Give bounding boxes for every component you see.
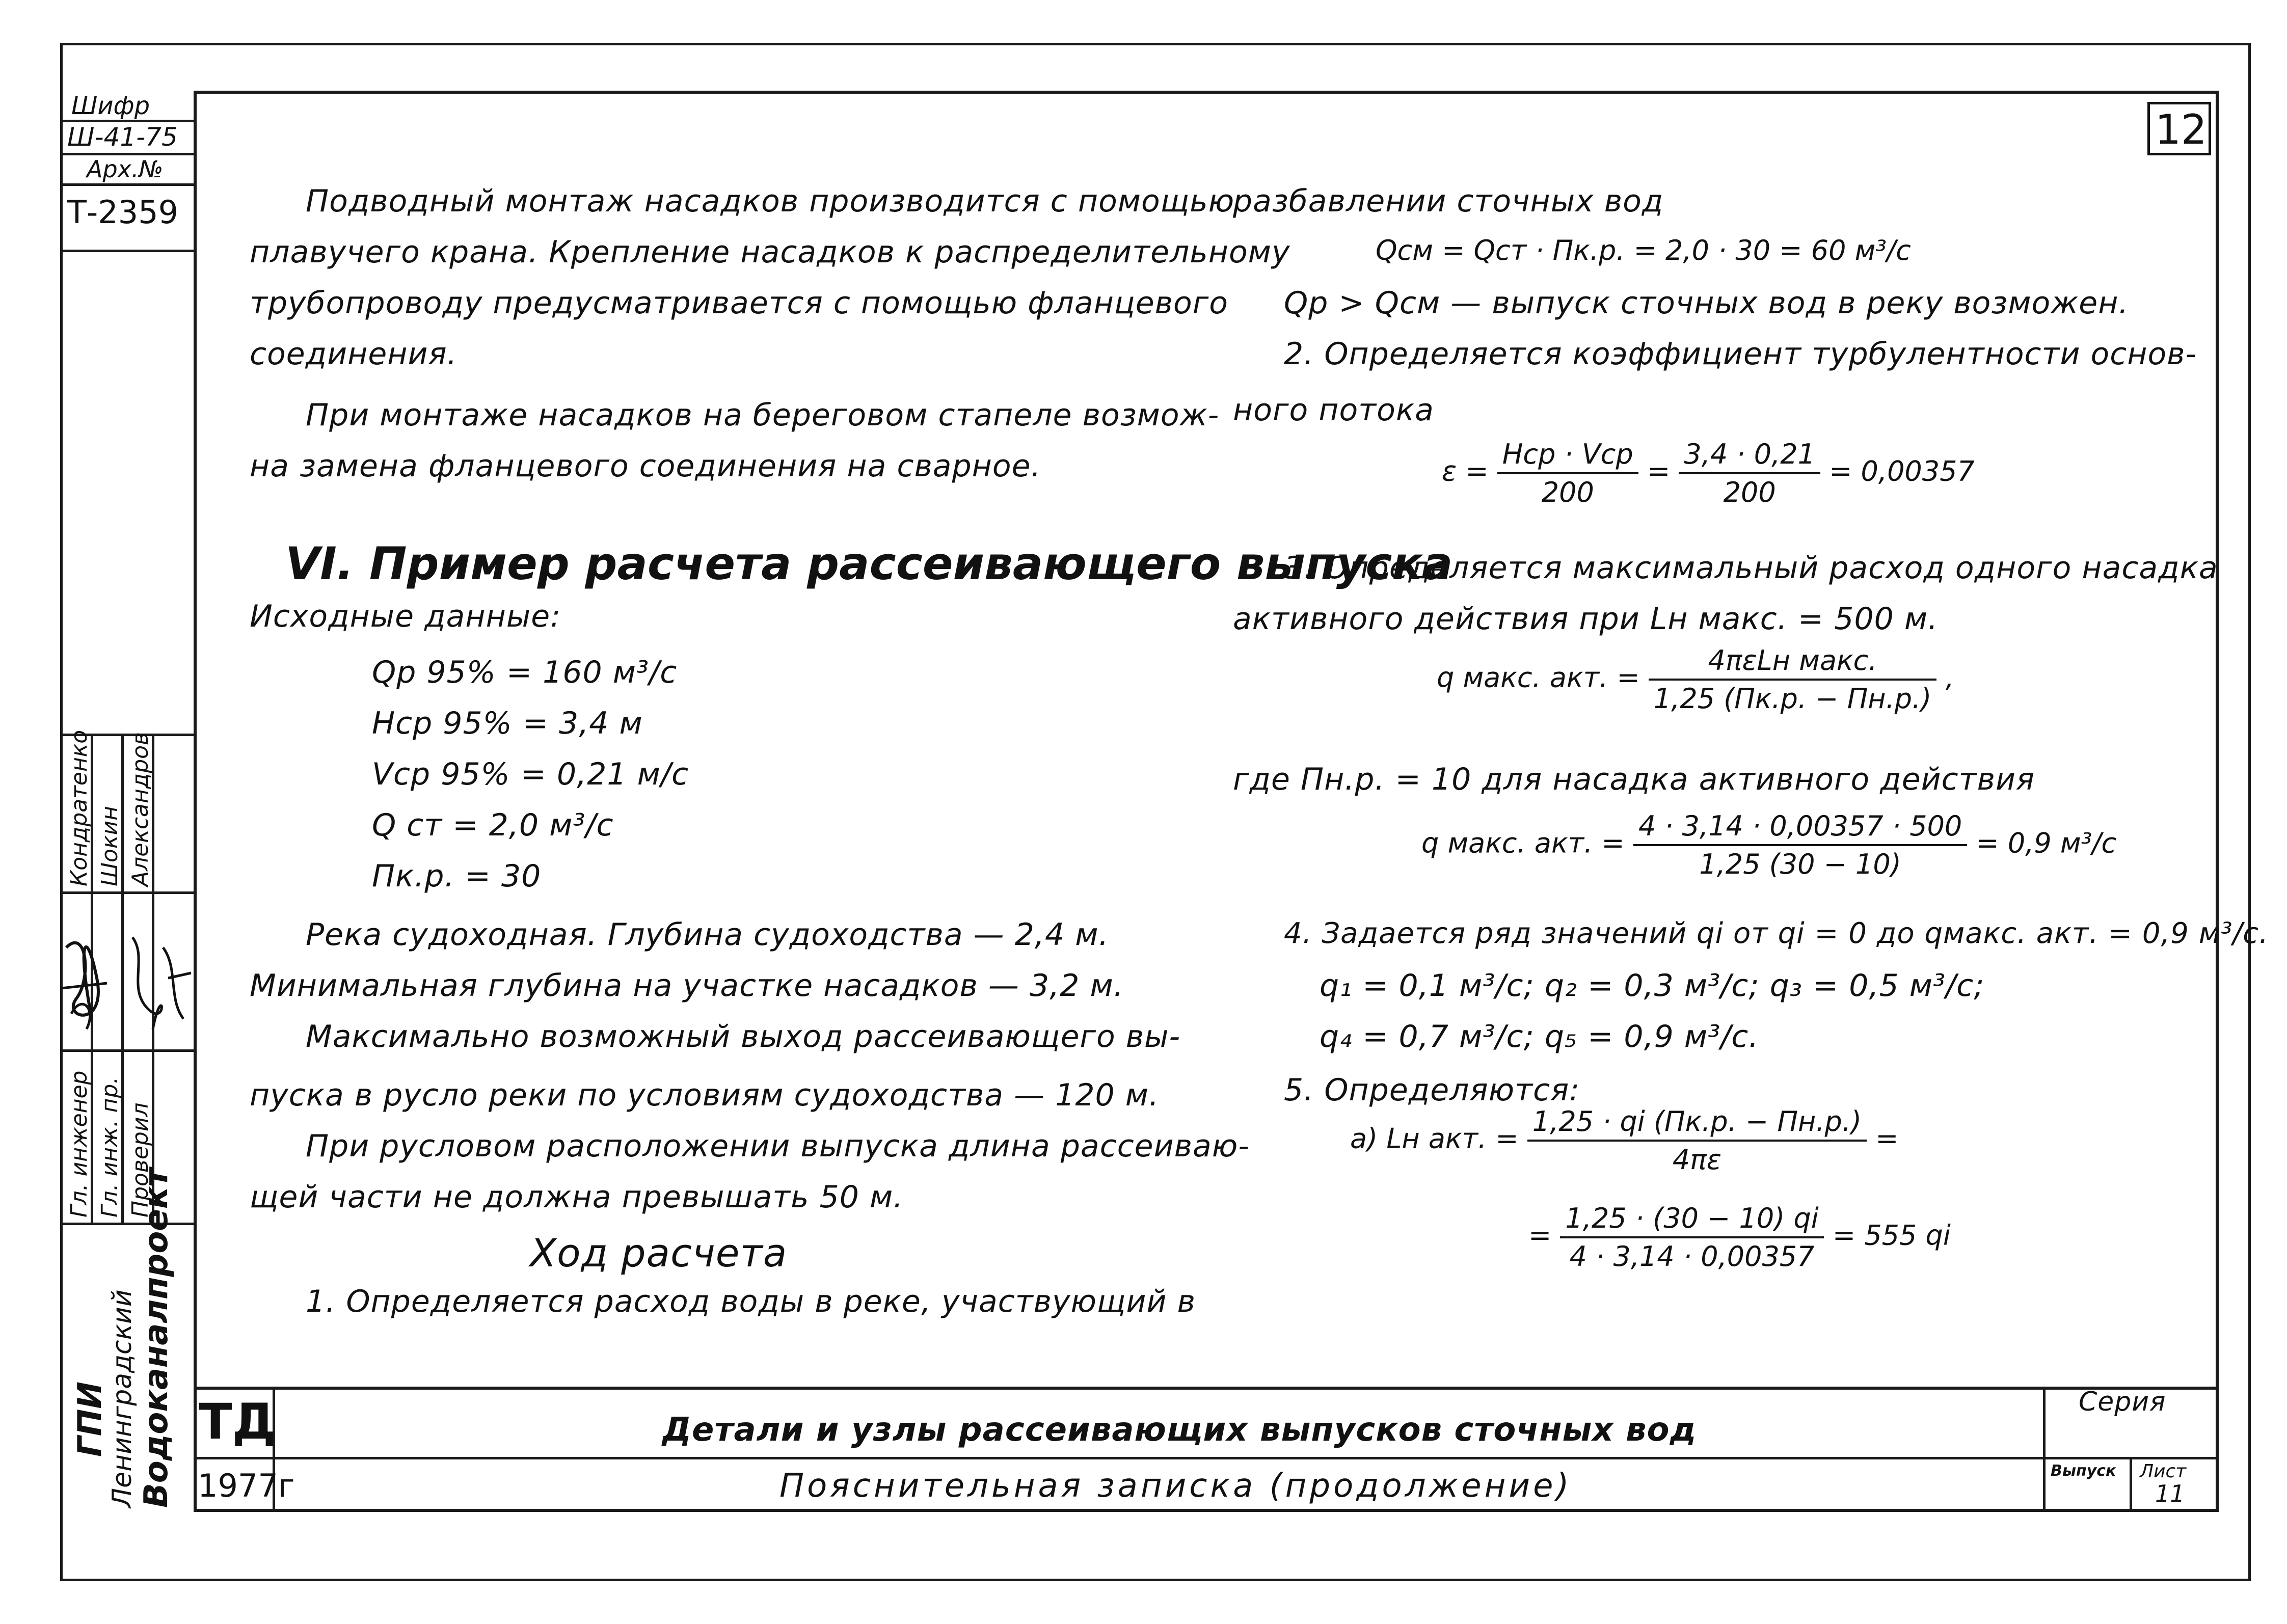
para1-line3: трубопроводу предусматривается с помощью фланцевого [250, 285, 1228, 321]
lnakt2-result: = 555 qi [1832, 1219, 1951, 1252]
cipher-value: Ш-41-75 [67, 122, 178, 152]
r-line3: где Пн.р. = 10 для насадка активного действия [1233, 762, 2035, 797]
org-vodokanalproekt: Водоканалпроект [138, 1168, 175, 1508]
archive-value: Т-2359 [67, 194, 179, 231]
drawing-subtitle: Пояснительная записка (продолжение) [779, 1467, 1572, 1505]
lnakt-label: а) Lн акт. = [1350, 1122, 1519, 1155]
org-leningrad: Ленинградский [107, 1289, 138, 1508]
side-stamp-mid [60, 891, 195, 894]
formula-lnakt-value [1528, 1202, 1951, 1273]
qmax2-result: = 0,9 м³/с [1976, 827, 2117, 859]
step1-text: 1. Определяется расход воды в реке, участвующий в [306, 1284, 1196, 1319]
calc-heading: Ход расчета [530, 1230, 788, 1276]
para2-line1: При монтаже насадков на береговом стапеле возмож- [306, 397, 1220, 433]
archive-label: Арх.№ [87, 155, 164, 183]
role-checked: Проверил [127, 1102, 153, 1217]
drawing-title: Детали и узлы рассеивающих выпусков сточных вод [662, 1411, 1697, 1449]
formula-epsilon [1442, 438, 1975, 508]
sheet-label: Лист [2140, 1461, 2187, 1482]
step4-text: 4. Задается ряд значений qi от qi = 0 до qмакс. акт. = 0,9 м³/с. [1284, 917, 2269, 950]
input-pkr: Пк.р. = 30 [372, 858, 542, 894]
series-label: Серия [2079, 1387, 2166, 1417]
step3-line1: 3. Определяется максимальный расход одного насадка [1284, 550, 2218, 586]
eps-frac2: $\frac{3,4 \cdot 0,21}{200}$ [1679, 438, 1820, 508]
formula-qmax [1437, 644, 1954, 715]
name-kondratenko: Кондратенко [66, 729, 92, 886]
title-block-top [194, 1387, 2219, 1390]
para3-line5: При русловом расположении выпуска длина рассеиваю- [306, 1128, 1250, 1164]
role-chief-engineer: Гл. инженер [66, 1070, 92, 1217]
sheet-value: 11 [2155, 1480, 2185, 1507]
lnakt2-frac: $\frac{1,25 \cdot (30 - 10) qi}{4 \cdot 3,14 \cdot 0,00357}$ [1560, 1202, 1823, 1273]
para3-line6: щей части не должна превышать 50 м. [250, 1179, 904, 1215]
formula-lnakt [1350, 1105, 1898, 1176]
q-values-row2: q₄ = 0,7 м³/с; q₅ = 0,9 м³/с. [1320, 1019, 1759, 1054]
step2-line2: ного потока [1233, 392, 1434, 428]
name-shokin: Шокин [97, 806, 123, 886]
title-block-mid [273, 1457, 2219, 1459]
step2-line1: 2. Определяется коэффициент турбулентности основ- [1284, 336, 2197, 372]
lnakt-tail: = [1875, 1122, 1899, 1155]
title-block-sheet-col [2130, 1457, 2132, 1512]
title-block-right-col [2043, 1387, 2046, 1512]
step5-text: 5. Определяются: [1284, 1072, 1580, 1108]
para3-line3: Максимально возможный выход рассеивающего вы- [306, 1019, 1181, 1054]
q-values-row1: q₁ = 0,1 м³/с; q₂ = 0,3 м³/с; q₃ = 0,5 м³/с; [1320, 968, 1985, 1004]
eps-result: = 0,00357 [1829, 455, 1975, 488]
sheet-number: 12 [2155, 106, 2207, 153]
stamp-column-line [60, 91, 63, 1512]
para1-line2: плавучего крана. Крепление насадков к распределительному [250, 234, 1290, 270]
signature-scribbles [46, 917, 199, 1049]
formula-qmax-value [1421, 810, 2116, 880]
input-vcp: Vср 95% = 0,21 м/с [372, 756, 689, 792]
step3-line2: активного действия при Lн макс. = 500 м. [1233, 601, 1939, 637]
para2-line2: на замена фланцевого соединения на сварное. [250, 448, 1041, 484]
para1-line4: соединения. [250, 336, 458, 372]
eps-eq: = [1647, 455, 1671, 488]
td-year-divider [194, 1457, 273, 1459]
td-mark: ТД [199, 1393, 276, 1450]
qmax-tail: , [1945, 661, 1954, 694]
formula-qsm: Qсм = Qст · Пк.р. = 2,0 · 30 = 60 м³/с [1376, 234, 1911, 266]
r-line2: Qр > Qсм — выпуск сточных вод в реку возможен. [1284, 285, 2129, 321]
para1-line1: Подводный монтаж насадков производится с помощью [306, 183, 1235, 219]
name-aleksandrov: Александров [127, 732, 153, 886]
eps-frac1: $\frac{\text{Hср · Vср}}{200}$ [1497, 438, 1638, 508]
issue-label: Выпуск [2051, 1462, 2116, 1480]
org-gpi: ГПИ [71, 1382, 109, 1457]
qmax2-frac: $\frac{4 \cdot 3,14 \cdot 0,00357 \cdot 500}{1,25 (30 - 10)}$ [1633, 810, 1967, 880]
lnakt-frac: $\frac{1,25 \cdot qi (Пк.р. - Пн.р.)}{4\pi\varepsilon}$ [1527, 1105, 1867, 1176]
role-chief-project-engineer: Гл. инж. пр. [97, 1076, 123, 1217]
para3-line4: пуска в русло реки по условиям судоходства — 120 м. [250, 1077, 1160, 1113]
qmax2-lhs: q макс. акт. = [1421, 827, 1625, 859]
input-qst: Q ст = 2,0 м³/с [372, 807, 614, 843]
qmax-lhs: q макс. акт. = [1437, 661, 1640, 694]
input-qp: Qр 95% = 160 м³/с [372, 655, 678, 690]
stamp-divider [60, 250, 195, 252]
input-data-label: Исходные данные: [250, 599, 561, 634]
para3-line2: Минимальная глубина на участке насадков — 3,2 м. [250, 968, 1124, 1004]
eps-lhs: ε = [1442, 455, 1489, 488]
cipher-label: Шифр [71, 92, 150, 120]
input-hcp: Hср 95% = 3,4 м [372, 706, 643, 741]
year: 1977г [198, 1467, 295, 1504]
r-line1: разбавлении сточных вод [1233, 183, 1664, 219]
side-stamp-mid2 [60, 1049, 195, 1052]
section-heading: VI. Пример расчета рассеивающего выпуска [285, 537, 1453, 590]
para3-line1: Река судоходная. Глубина судоходства — 2,4 м. [306, 917, 1109, 953]
stamp-divider [60, 183, 195, 186]
qmax-frac: $\frac{\text{4πεLн макс.}}{1,25 (Пк.р. - Пн.р.)}$ [1649, 644, 1936, 715]
lnakt2-lhs: = [1528, 1219, 1552, 1252]
